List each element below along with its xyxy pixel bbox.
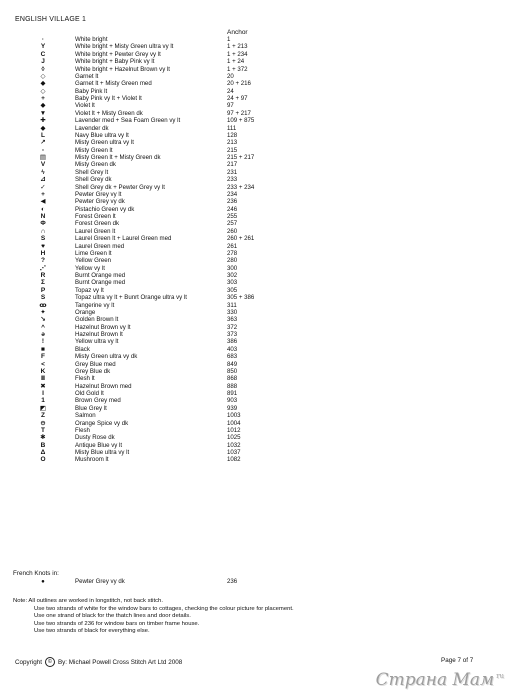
- thread-color-name: Shell Grey dk + Pewter Grey vy lt: [75, 183, 165, 191]
- stitch-symbol: ↘: [40, 316, 46, 324]
- anchor-code: 20: [227, 72, 234, 80]
- stitch-symbol: Y: [40, 43, 46, 51]
- note-line: Note: All outlines are worked in longstitch, not back stitch.: [13, 598, 163, 604]
- stitch-symbol: H: [40, 249, 46, 257]
- thread-key-row: [0, 338, 508, 345]
- thread-key-row: [0, 265, 508, 272]
- thread-key-row: [0, 154, 508, 161]
- anchor-code: 372: [227, 323, 238, 331]
- thread-color-name: Forest Green lt: [75, 213, 116, 220]
- stitch-symbol: ✓: [40, 183, 46, 191]
- thread-key-row: [0, 272, 508, 279]
- anchor-code: 97 + 217: [227, 109, 251, 117]
- thread-key-row: [0, 132, 508, 139]
- stitch-symbol: ▫: [41, 146, 45, 154]
- copyright-prefix: Copyright: [15, 658, 42, 666]
- copyright-icon: ©: [45, 657, 55, 667]
- thread-key-row: [0, 220, 508, 227]
- thread-key-row: [0, 456, 508, 463]
- anchor-code: 236: [227, 198, 238, 206]
- anchor-code: 386: [227, 338, 238, 346]
- anchor-code: 231: [227, 168, 238, 176]
- thread-color-name: Violet lt + Misty Green dk: [75, 109, 143, 117]
- thread-color-name: Lavender med + Sea Foam Green vy lt: [75, 117, 181, 125]
- anchor-code: 939: [227, 404, 238, 412]
- stitch-symbol: ◀: [40, 198, 46, 206]
- anchor-code: 213: [227, 139, 238, 147]
- note-line: Use two strands of white for the window bars to cottages, checking the colour picture for placement.: [34, 605, 294, 612]
- thread-key-row: [0, 51, 508, 58]
- thread-color-name: Blue Grey lt: [75, 404, 107, 412]
- anchor-code: 234: [227, 190, 238, 198]
- anchor-code: 278: [227, 249, 238, 257]
- stitch-symbol: ✖: [40, 382, 46, 390]
- thread-color-name: Antique Blue vy lt: [75, 441, 123, 449]
- thread-color-name: Forest Green dk: [75, 220, 120, 228]
- thread-color-name: Garnet lt + Misty Green med: [75, 80, 152, 88]
- anchor-code: 891: [227, 390, 238, 397]
- thread-color-name: Dusty Rose dk: [75, 434, 115, 442]
- anchor-code: 868: [227, 375, 238, 383]
- anchor-code: 302: [227, 272, 238, 279]
- thread-color-name: Topaz vy lt: [75, 286, 104, 294]
- thread-color-name: Shell Grey lt: [75, 168, 109, 176]
- stitch-symbol: ϟ: [41, 168, 45, 176]
- thread-color-name: Pistachio Green vy dk: [75, 205, 135, 213]
- thread-key-row: [0, 147, 508, 154]
- anchor-code: 1 + 234: [227, 50, 248, 58]
- page-number: Page 7 of 7: [441, 657, 474, 664]
- stitch-symbol: ◇: [40, 72, 46, 80]
- thread-color-name: Baby Pink vy lt + Violet lt: [75, 95, 142, 102]
- anchor-code: 1 + 372: [227, 65, 248, 73]
- anchor-code: 888: [227, 382, 238, 390]
- stitch-symbol: K: [40, 367, 46, 375]
- anchor-code: 1032: [227, 441, 241, 449]
- copyright-line: [15, 657, 182, 667]
- anchor-code: 1082: [227, 456, 241, 464]
- thread-key-row: [0, 368, 508, 375]
- thread-key-row: [0, 36, 508, 43]
- stitch-symbol: ^: [41, 323, 45, 331]
- anchor-code: 303: [227, 279, 238, 287]
- anchor-code: 97: [227, 102, 234, 110]
- stitch-symbol: S: [40, 235, 46, 243]
- stitch-symbol: B: [40, 441, 46, 449]
- anchor-code: 305: [227, 286, 238, 294]
- anchor-code: 1004: [227, 419, 241, 427]
- thread-color-name: Baby Pink lt: [75, 87, 108, 95]
- thread-color-name: Pewter Grey vy lt: [75, 190, 122, 198]
- thread-color-name: Golden Brown lt: [75, 316, 119, 324]
- thread-key-row: [0, 375, 508, 382]
- stitch-symbol: C: [40, 50, 46, 58]
- thread-color-name: Lime Green lt: [75, 249, 112, 257]
- thread-color-name: Misty Green ultra vy dk: [75, 353, 138, 361]
- thread-color-name: Shell Grey dk: [75, 176, 112, 184]
- stitch-symbol: ✦: [40, 308, 46, 316]
- anchor-code: 1: [227, 36, 231, 43]
- stitch-symbol: 1: [41, 397, 45, 405]
- stitch-symbol: N: [40, 213, 46, 220]
- stitch-symbol: +: [41, 190, 45, 198]
- thread-key-row: [0, 287, 508, 294]
- thread-color-name: White bright + Misty Green ultra vy lt: [75, 43, 174, 51]
- thread-key-row: [0, 257, 508, 264]
- thread-key-row: [0, 88, 508, 95]
- thread-key-row: [0, 353, 508, 360]
- thread-color-name: Misty Green dk: [75, 161, 116, 169]
- thread-key-row: [0, 324, 508, 331]
- stitch-symbol: ⊖: [40, 419, 46, 427]
- french-knot-color-name: Pewter Grey vy dk: [75, 578, 125, 585]
- thread-key-row: [0, 243, 508, 250]
- thread-color-name: Flesh lt: [75, 375, 95, 383]
- thread-color-name: Grey Blue dk: [75, 367, 111, 375]
- thread-key-row: [0, 73, 508, 80]
- thread-color-name: Laurel Green med: [75, 242, 125, 250]
- thread-key-row: [0, 449, 508, 456]
- page-title: ENGLISH VILLAGE 1: [15, 16, 87, 23]
- anchor-code: 233 + 234: [227, 183, 255, 191]
- anchor-code: 24: [227, 87, 234, 95]
- thread-key-row: [0, 206, 508, 213]
- thread-key-row: [0, 235, 508, 242]
- thread-key-row: [0, 316, 508, 323]
- anchor-code: 849: [227, 360, 238, 368]
- stitch-symbol: ♥: [41, 242, 45, 250]
- stitch-symbol: J: [41, 58, 45, 66]
- thread-key-row: [0, 125, 508, 132]
- stitch-symbol: ◆: [40, 102, 46, 110]
- thread-color-name: Burnt Orange med: [75, 272, 126, 279]
- anchor-code: 1003: [227, 412, 241, 420]
- anchor-code: 683: [227, 353, 238, 361]
- thread-color-name: Misty Green lt: [75, 146, 113, 154]
- thread-key-row: [0, 390, 508, 397]
- french-knot-symbol: ●: [41, 578, 45, 585]
- thread-key-row: [0, 139, 508, 146]
- thread-color-name: Brown Grey med: [75, 397, 121, 405]
- thread-key-row: [0, 176, 508, 183]
- thread-key-row: [0, 80, 508, 87]
- stitch-symbol: ə: [41, 331, 45, 338]
- stitch-symbol: R: [40, 272, 46, 279]
- thread-key-row: [0, 169, 508, 176]
- thread-color-name: Pewter Grey vy dk: [75, 198, 125, 206]
- stitch-symbol: ✱: [40, 434, 46, 442]
- watermark-text: Страна Мам: [375, 670, 495, 690]
- thread-color-name: Orange: [75, 308, 96, 316]
- stitch-symbol: O: [40, 456, 46, 464]
- anchor-code: 1012: [227, 426, 241, 434]
- stitch-symbol: !: [41, 338, 45, 346]
- thread-color-name: Lavender dk: [75, 124, 109, 132]
- stitch-symbol: L: [41, 131, 45, 139]
- anchor-code: 903: [227, 397, 238, 405]
- anchor-code: 305 + 386: [227, 294, 255, 302]
- anchor-code: 246: [227, 205, 238, 213]
- watermark-suffix: ru: [496, 672, 504, 681]
- thread-color-name: Misty Green ultra vy lt: [75, 139, 134, 147]
- thread-color-name: Salmon: [75, 412, 96, 420]
- thread-key-row: [0, 361, 508, 368]
- anchor-code: 217: [227, 161, 238, 169]
- stitch-symbol: ↗: [40, 139, 46, 147]
- thread-key-row: [0, 184, 508, 191]
- thread-color-name: Black: [75, 345, 90, 353]
- thread-color-name: Orange Spice vy dk: [75, 419, 129, 427]
- thread-color-name: Garnet lt: [75, 72, 99, 80]
- thread-key-row: [0, 309, 508, 316]
- anchor-code: 300: [227, 264, 238, 272]
- stitch-symbol: ◆: [40, 124, 46, 132]
- thread-key-row: [0, 434, 508, 441]
- stitch-symbol: ·: [41, 36, 45, 43]
- thread-key-row: [0, 279, 508, 286]
- stitch-symbol: ◐: [41, 205, 45, 213]
- thread-color-name: Hazelnut Brown vy lt: [75, 323, 131, 331]
- stitch-symbol: S: [40, 294, 46, 302]
- thread-color-name: Laurel Green lt + Laurel Green med: [75, 235, 172, 243]
- anchor-code: 1 + 24: [227, 58, 245, 66]
- thread-color-name: Yellow vy lt: [75, 264, 105, 272]
- stitch-symbol: ◆: [40, 80, 46, 88]
- thread-color-name: Flesh: [75, 426, 90, 434]
- thread-key-row: [0, 412, 508, 419]
- stitch-symbol: ▼: [39, 109, 47, 117]
- stitch-symbol: ◩: [39, 404, 47, 412]
- thread-color-name: Violet lt: [75, 102, 95, 110]
- stitch-symbol: ∩: [40, 227, 46, 235]
- thread-color-name: Navy Blue ultra vy lt: [75, 131, 129, 139]
- thread-key-row: [0, 198, 508, 205]
- thread-key-row: [0, 102, 508, 109]
- stitch-symbol: V: [40, 161, 46, 169]
- thread-key-row: [0, 383, 508, 390]
- thread-key-row: [0, 294, 508, 301]
- anchor-code: 363: [227, 316, 238, 324]
- stitch-symbol: ✚: [40, 117, 46, 125]
- stitch-symbol: ⊿: [40, 176, 46, 184]
- stitch-symbol: ◇: [40, 87, 46, 95]
- thread-color-name: White bright: [75, 36, 108, 43]
- stitching-notes: [13, 598, 294, 636]
- thread-key-row: [0, 191, 508, 198]
- anchor-code: 260 + 261: [227, 235, 255, 243]
- thread-color-name: Grey Blue med: [75, 360, 116, 368]
- anchor-code: 403: [227, 345, 238, 353]
- thread-key-table: [0, 36, 508, 464]
- thread-key-row: [0, 66, 508, 73]
- stitch-symbol: ꝏ: [39, 301, 47, 309]
- note-line: Use two strands of black for everything else.: [34, 628, 150, 635]
- thread-key-row: [0, 331, 508, 338]
- anchor-code: 128: [227, 131, 238, 139]
- note-line: Use one strand of black for the thatch lines and door details.: [34, 613, 191, 620]
- stitch-symbol: +: [41, 95, 45, 102]
- thread-color-name: Topaz ultra vy lt + Bunrt Orange ultra vy lt: [75, 294, 187, 302]
- anchor-code: 850: [227, 367, 238, 375]
- french-knots-row: [0, 578, 508, 586]
- thread-key-row: [0, 405, 508, 412]
- site-watermark: [376, 670, 504, 690]
- thread-color-name: White bright + Baby Pink vy lt: [75, 58, 155, 66]
- anchor-code: 109 + 875: [227, 117, 255, 125]
- thread-color-name: Yellow ultra vy lt: [75, 338, 119, 346]
- thread-color-name: Hazelnut Brown med: [75, 382, 132, 390]
- thread-color-name: Hazelnut Brown lt: [75, 331, 123, 338]
- thread-key-row: [0, 427, 508, 434]
- thread-color-name: Old Gold lt: [75, 390, 104, 397]
- thread-key-row: [0, 442, 508, 449]
- note-line: Use two strands of 236 for window bars on timber frame house.: [34, 620, 200, 627]
- anchor-code: 257: [227, 220, 238, 228]
- thread-key-row: [0, 117, 508, 124]
- thread-key-row: [0, 110, 508, 117]
- copyright-text: By: Michael Powell Cross Stitch Art Ltd 2008: [57, 658, 183, 666]
- thread-key-row: [0, 250, 508, 257]
- thread-color-name: Yellow Green: [75, 257, 112, 265]
- anchor-code: 20 + 216: [227, 80, 251, 88]
- stitch-symbol: Φ: [40, 220, 46, 228]
- thread-color-name: Tangerine vy lt: [75, 301, 115, 309]
- thread-color-name: White bright + Hazelnut Brown vy lt: [75, 65, 171, 73]
- anchor-column-header: Anchor: [227, 29, 248, 36]
- anchor-code: 233: [227, 176, 238, 184]
- stitch-symbol: <: [41, 360, 45, 368]
- anchor-code: 311: [227, 301, 237, 309]
- thread-key-row: [0, 213, 508, 220]
- anchor-code: 1037: [227, 449, 241, 456]
- thread-key-row: [0, 58, 508, 65]
- stitch-symbol: Σ: [41, 279, 45, 287]
- stitch-symbol: Ⅱ: [40, 375, 46, 383]
- thread-key-row: [0, 397, 508, 404]
- anchor-code: 1025: [227, 434, 241, 442]
- french-knots-title: French Knots in:: [13, 570, 59, 577]
- thread-key-row: [0, 95, 508, 102]
- stitch-symbol: ⋰: [39, 264, 47, 272]
- thread-key-row: [0, 420, 508, 427]
- stitch-symbol: I: [42, 390, 44, 397]
- anchor-code: 24 + 97: [227, 95, 248, 102]
- thread-color-name: Mushroom lt: [75, 456, 109, 464]
- thread-color-name: White bright + Pewter Grey vy lt: [75, 50, 161, 58]
- thread-color-name: Misty Blue ultra vy lt: [75, 449, 130, 456]
- thread-color-name: Burnt Orange med: [75, 279, 126, 287]
- anchor-code: 215 + 217: [227, 154, 255, 161]
- anchor-code: 215: [227, 146, 238, 154]
- anchor-code: 373: [227, 331, 238, 338]
- thread-key-row: [0, 228, 508, 235]
- thread-color-name: Laurel Green lt: [75, 227, 116, 235]
- anchor-code: 111: [227, 124, 237, 132]
- stitch-symbol: ◊: [41, 65, 45, 73]
- stitch-symbol: Δ: [40, 449, 46, 456]
- thread-color-name: Misty Green lt + Misty Green dk: [75, 154, 161, 161]
- stitch-symbol: ■: [41, 345, 45, 353]
- anchor-code: 280: [227, 257, 238, 265]
- stitch-symbol: P: [40, 286, 46, 294]
- stitch-symbol: ?: [41, 257, 45, 265]
- anchor-code: 330: [227, 308, 238, 316]
- thread-key-row: [0, 302, 508, 309]
- french-knot-anchor-code: 236: [227, 578, 238, 585]
- anchor-code: 255: [227, 213, 238, 220]
- stitch-symbol: Z: [41, 412, 45, 420]
- stitch-symbol: T: [41, 426, 45, 434]
- anchor-code: 261: [227, 242, 238, 250]
- thread-key-row: [0, 43, 508, 50]
- anchor-code: 1 + 213: [227, 43, 248, 51]
- stitch-symbol: ▤: [39, 154, 47, 161]
- stitch-symbol: F: [41, 353, 45, 361]
- thread-key-row: [0, 161, 508, 168]
- thread-key-row: [0, 346, 508, 353]
- anchor-code: 260: [227, 227, 238, 235]
